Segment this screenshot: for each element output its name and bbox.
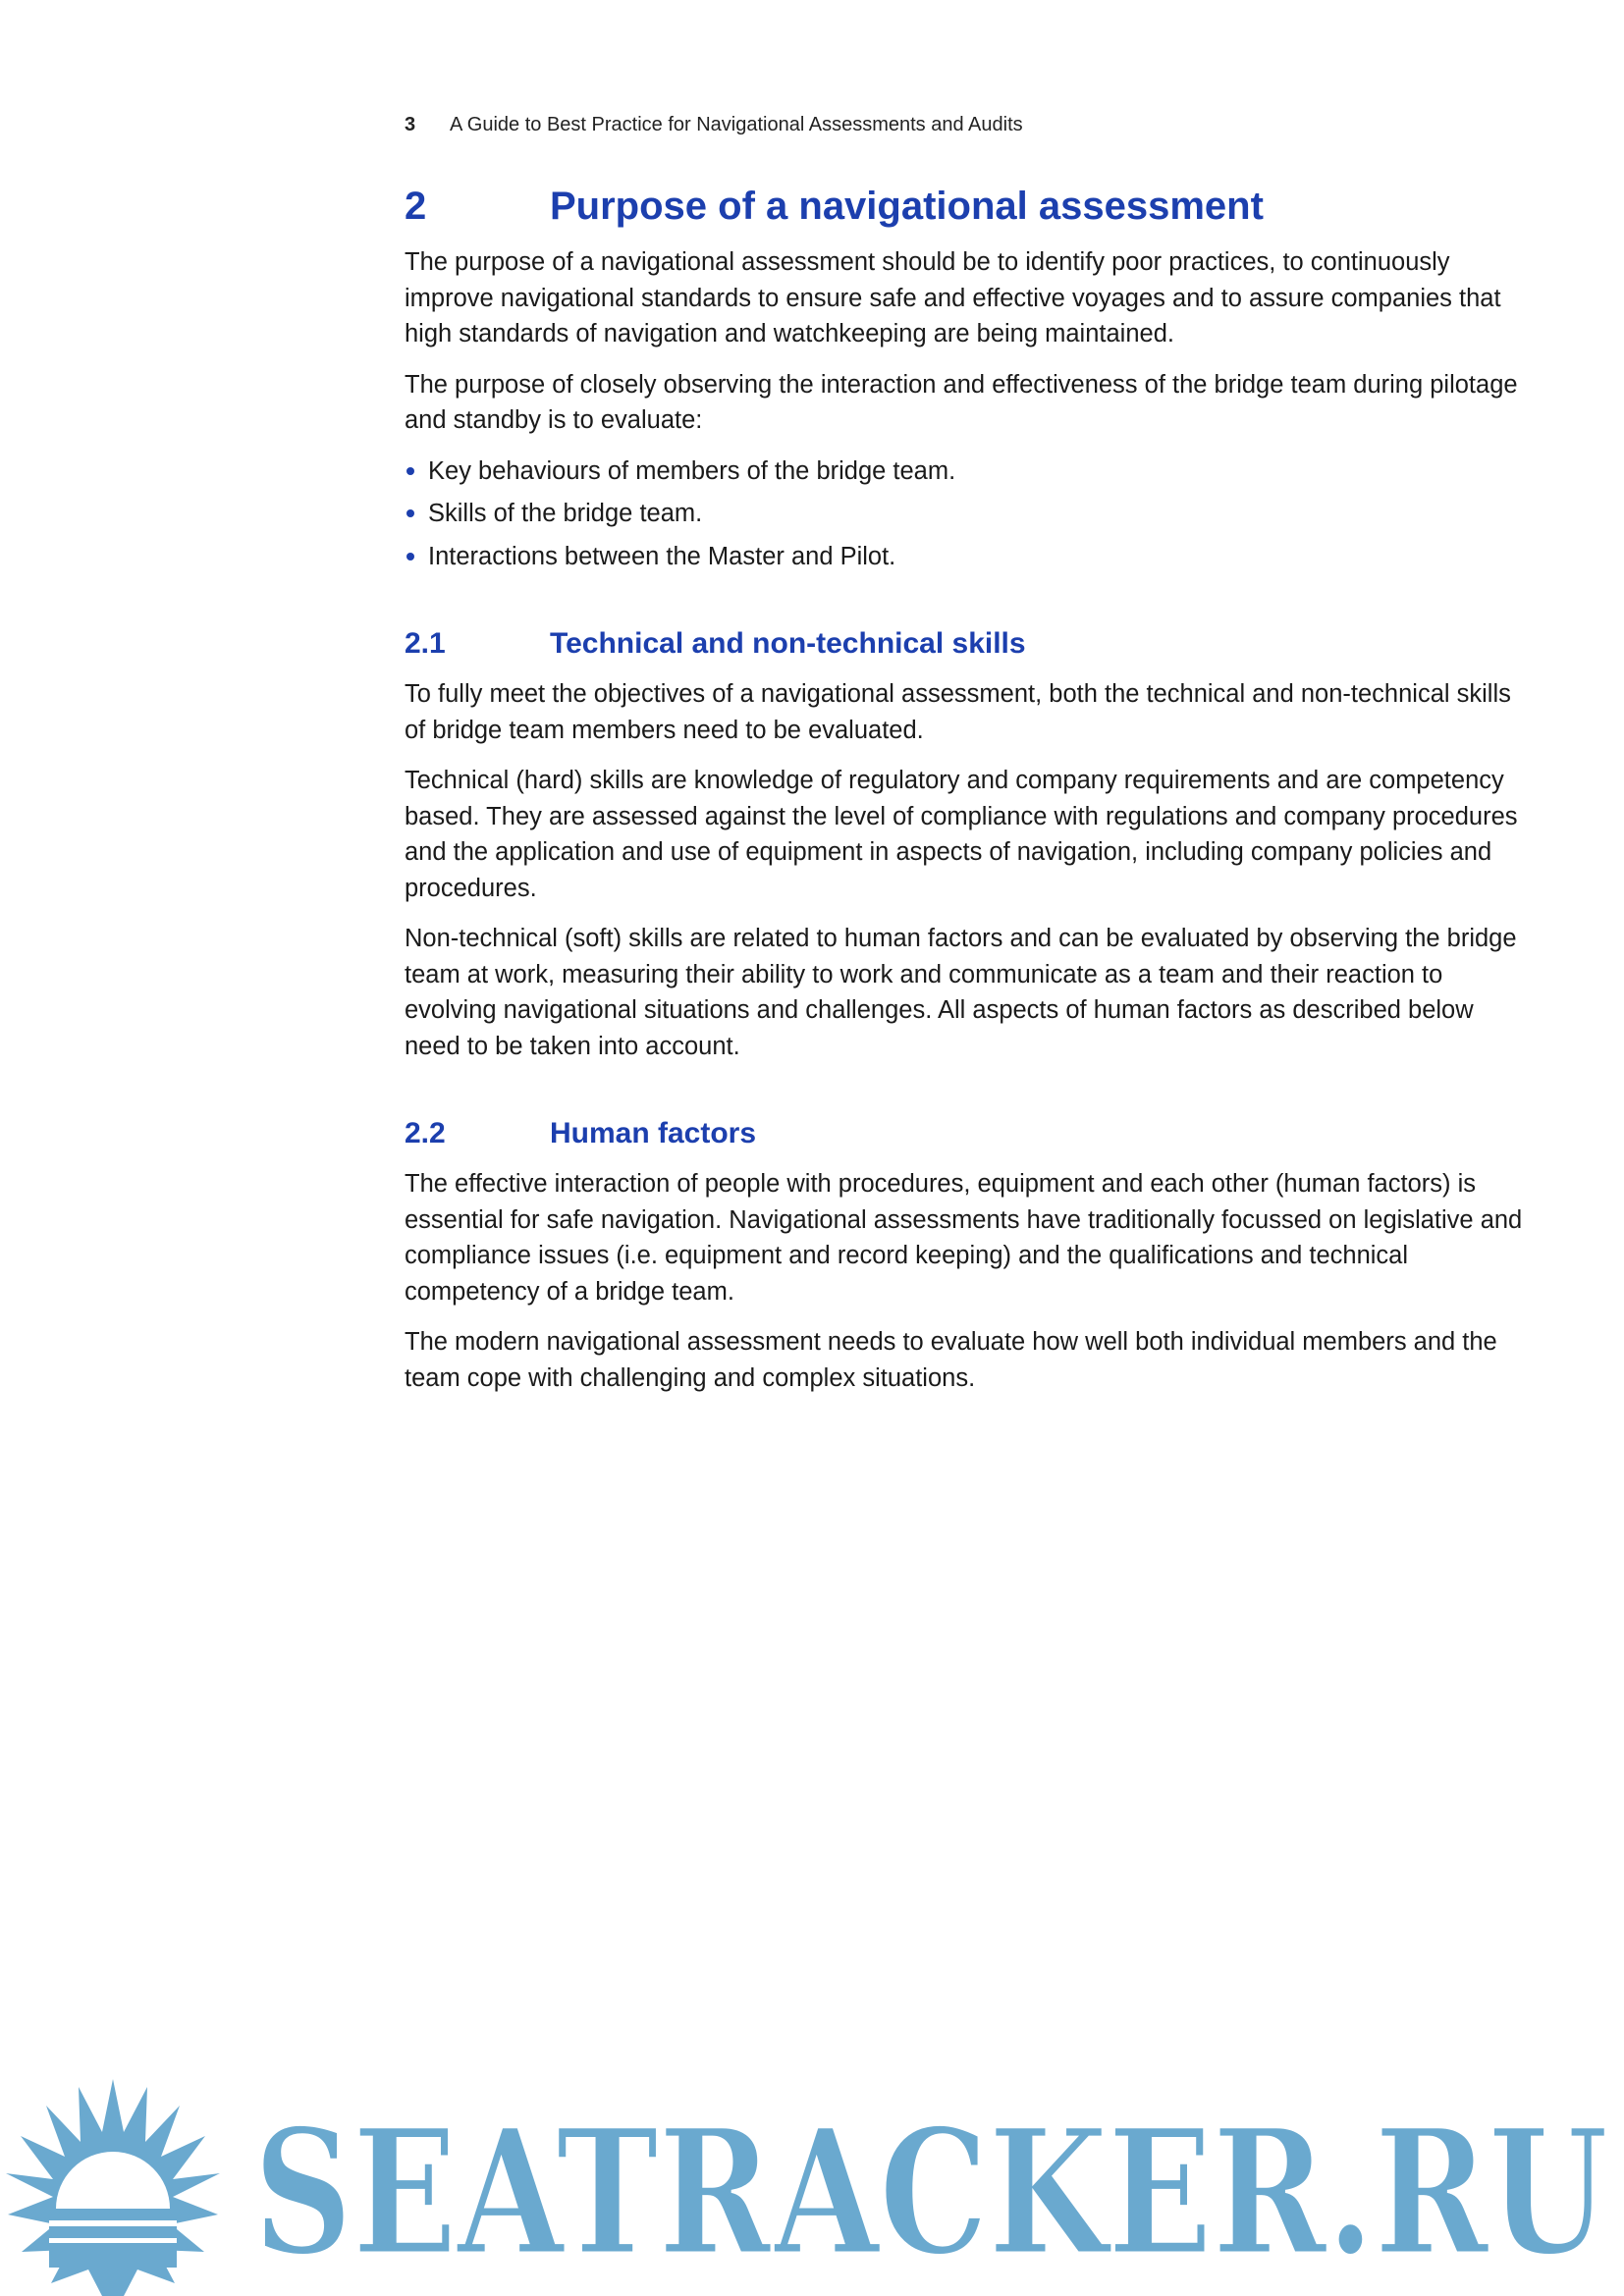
list-item bbox=[405, 454, 1524, 490]
section-title: Human factors bbox=[550, 1117, 757, 1149]
paragraph: The purpose of a navigational assessment should be to identify poor practices, to continuously improve navigational standards to ensure safe and effective voyages and to assure companies that high standards of navigation and watchkeeping are being maintained. bbox=[405, 248, 1501, 347]
bullet-icon bbox=[406, 467, 414, 475]
section-2-heading bbox=[405, 185, 1524, 229]
list-item bbox=[405, 539, 1524, 575]
watermark bbox=[0, 2052, 1624, 2296]
page-number: 3 bbox=[405, 114, 416, 135]
section-number: 2.2 bbox=[405, 1117, 446, 1149]
list-item bbox=[405, 496, 1524, 532]
sun-icon bbox=[6, 2079, 220, 2296]
paragraph: The purpose of closely observing the interaction and effectiveness of the bridge team during pilotage and standby is to evaluate: bbox=[405, 370, 1518, 434]
paragraph: The modern navigational assessment needs to evaluate how well both individual members and the team cope with challenging and complex situations. bbox=[405, 1328, 1497, 1392]
paragraph: Non-technical (soft) skills are related to human factors and can be evaluated by observing the bridge team at work, measuring their ability to work and communicate as a team and their reaction to evolving navigational situations and challenges. All aspects of human factors as described below need to be taken into account. bbox=[405, 925, 1517, 1060]
section-number: 2 bbox=[405, 185, 427, 228]
section-number: 2.1 bbox=[405, 627, 446, 660]
list-item-text: Interactions between the Master and Pilot. bbox=[428, 542, 896, 570]
bullet-list bbox=[405, 454, 1524, 575]
bullet-icon bbox=[406, 553, 414, 561]
paragraph: Technical (hard) skills are knowledge of regulatory and company requirements and are competency based. They are assessed against the level of compliance with regulations and company procedures and the application and use of equipment in aspects of navigation, including company policies and procedures. bbox=[405, 767, 1518, 902]
watermark-text: SEATRACKER.RU bbox=[253, 2091, 1608, 2294]
list-item-text: Skills of the bridge team. bbox=[428, 500, 703, 527]
section-title: Technical and non-technical skills bbox=[550, 627, 1026, 660]
running-header bbox=[405, 114, 1023, 136]
running-title: A Guide to Best Practice for Navigational Assessments and Audits bbox=[450, 114, 1023, 135]
section-2-2-heading bbox=[405, 1117, 1524, 1150]
section-title: Purpose of a navigational assessment bbox=[550, 185, 1264, 228]
paragraph: To fully meet the objectives of a navigational assessment, both the technical and non-technical skills of bridge team members need to be evaluated. bbox=[405, 680, 1511, 744]
bullet-icon bbox=[406, 509, 414, 517]
paragraph: The effective interaction of people with procedures, equipment and each other (human factors) is essential for safe navigation. Navigational assessments have traditionally focussed on legislative and compliance issues (i.e. equipment and record keeping) and the qualifications and technical competency of a bridge team. bbox=[405, 1170, 1523, 1306]
section-2-1-heading bbox=[405, 627, 1524, 661]
list-item-text: Key behaviours of members of the bridge team. bbox=[428, 456, 956, 485]
document-body bbox=[405, 185, 1524, 1411]
